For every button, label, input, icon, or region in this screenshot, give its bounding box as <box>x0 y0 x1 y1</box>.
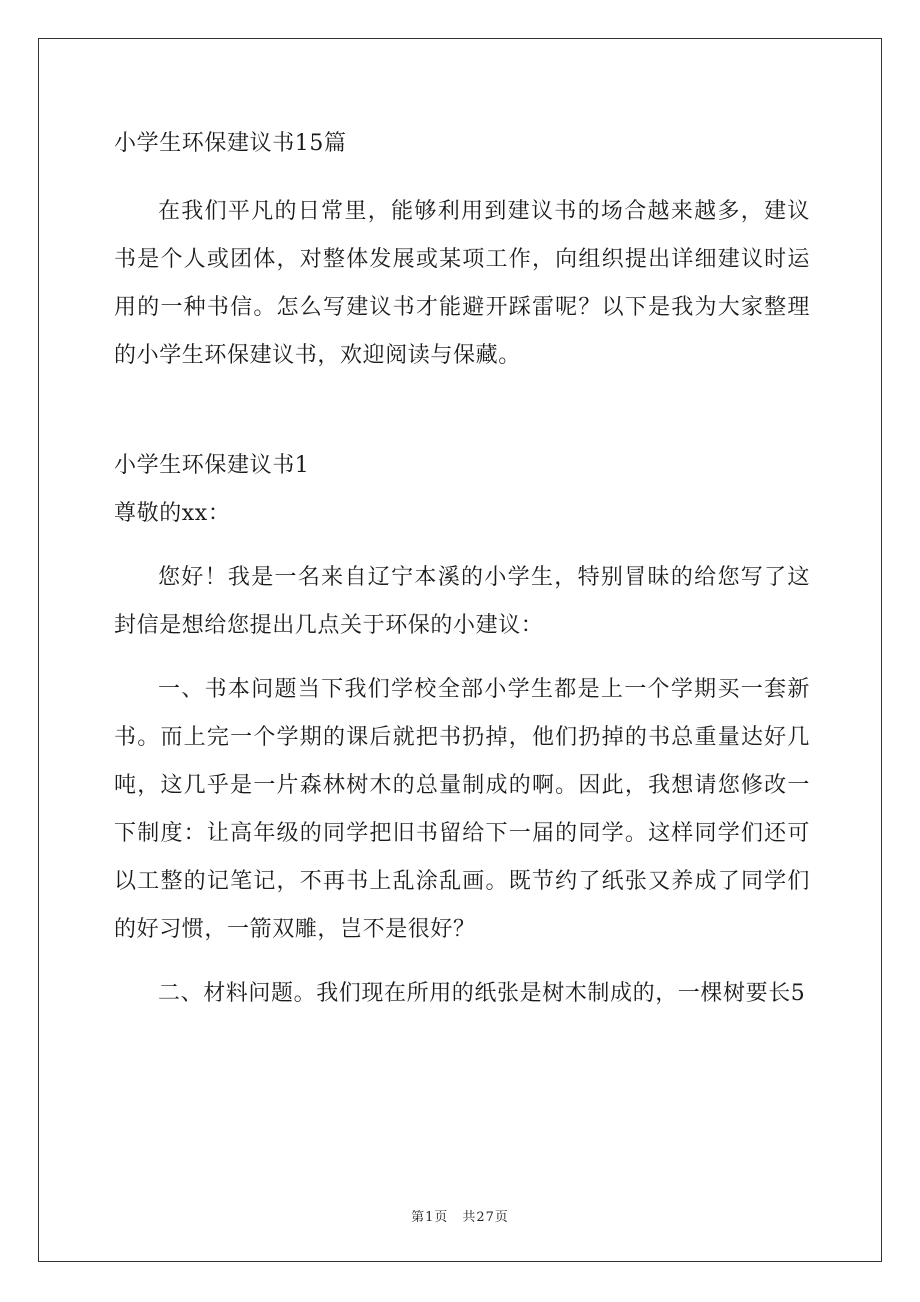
document-body <box>114 120 810 1018</box>
section-title: 小学生环保建议书1 <box>114 453 310 478</box>
body-paragraph: 您好！我是一名来自辽宁本溪的小学生，特别冒昧的给您写了这封信是想给您提出几点关于环保的小建议： <box>114 565 810 638</box>
page-total: 共27页 <box>462 1210 509 1225</box>
document-title: 小学生环保建议书15篇 <box>114 131 347 156</box>
body-paragraph: 二、材料问题。我们现在所用的纸张是树木制成的，一棵树要长5 <box>158 981 806 1006</box>
page-footer <box>0 1206 920 1225</box>
body-paragraph: 一、书本问题当下我们学校全部小学生都是上一个学期买一套新书。而上完一个学期的课后就把书扔掉，他们扔掉的书总重量达好几吨，这几乎是一片森林树木的总量制成的啊。因此，我想请您修改一下制度：让高年级的同学把旧书留给下一届的同学。这样同学们还可以工整的记笔记，不再书上乱涂乱画。既节约了纸张又养成了同学们的好习惯，一箭双雕，岂不是很好？ <box>114 677 810 942</box>
salutation: 尊敬的xx： <box>114 501 231 526</box>
intro-paragraph: 在我们平凡的日常里，能够利用到建议书的场合越来越多，建议书是个人或团体，对整体发展或某项工作，向组织提出详细建议时运用的一种书信。怎么写建议书才能避开踩雷呢？以下是我为大家整理的小学生环保建议书，欢迎阅读与保藏。 <box>114 199 810 368</box>
page-number: 第1页 <box>411 1210 449 1225</box>
